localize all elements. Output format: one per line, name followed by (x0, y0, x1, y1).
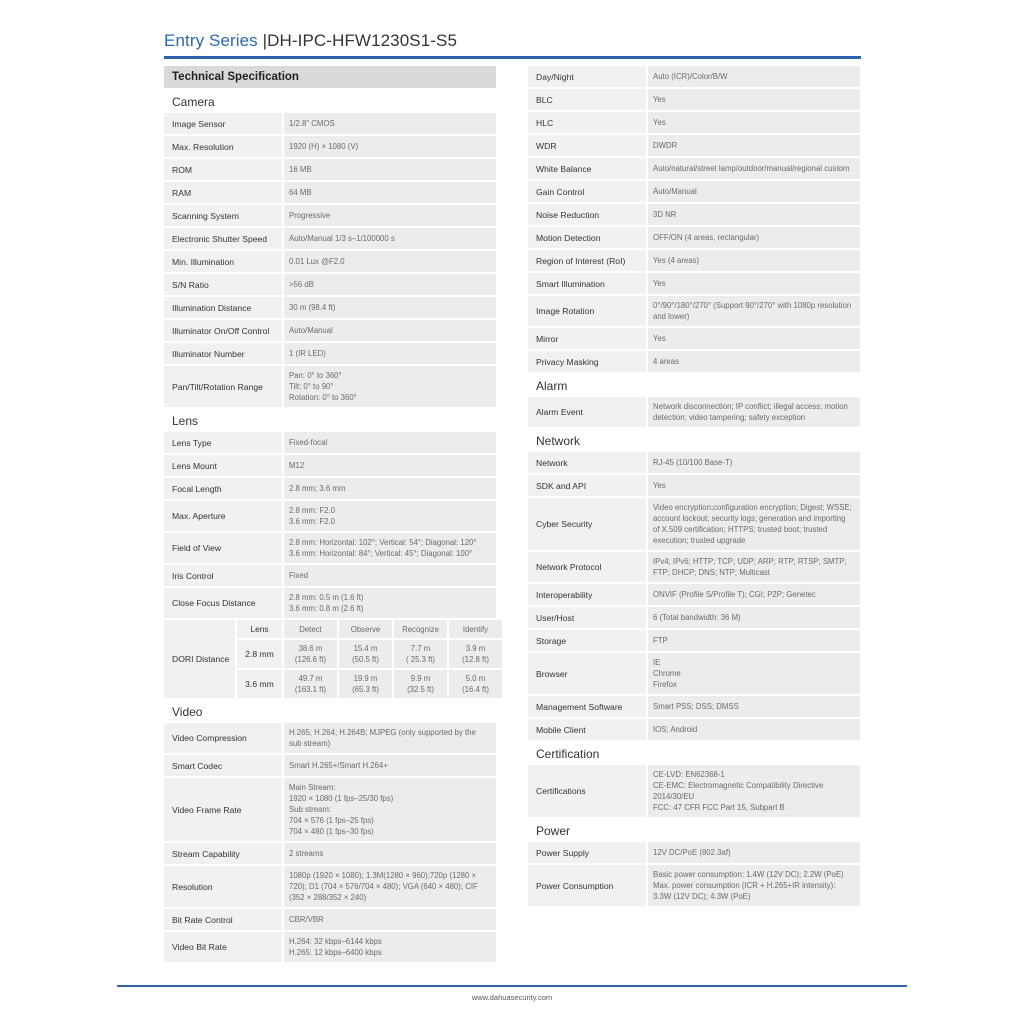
spec-label: Interoperability (528, 584, 646, 605)
spec-row (528, 765, 860, 817)
spec-row (164, 932, 496, 962)
dori-header: Lens (237, 620, 282, 638)
spec-label: Lens Mount (164, 455, 282, 476)
section-title-lens: Lens (172, 414, 199, 428)
dori-cell: 49.7 m (163.1 ft) (284, 670, 337, 698)
dori-cell: 15.4 m (50.5 ft) (339, 640, 392, 668)
spec-row (528, 328, 860, 349)
spec-value: 64 MB (284, 182, 496, 203)
spec-label: Mobile Client (528, 719, 646, 740)
spec-row (528, 584, 860, 605)
spec-label: Noise Reduction (528, 204, 646, 225)
spec-value: Yes (648, 328, 860, 349)
spec-row (528, 397, 860, 427)
spec-value: Smart H.265+/Smart H.264+ (284, 755, 496, 776)
dori-cell: 5.0 m (16.4 ft) (449, 670, 502, 698)
spec-value: IPv4; IPv6; HTTP; TCP; UDP; ARP; RTP; RTSP; SMTP; FTP; DHCP; DNS; NTP; Multicast (648, 552, 860, 582)
spec-value: Fixed (284, 565, 496, 586)
series-name: Entry Series (164, 31, 258, 50)
spec-value: Auto/natural/street lamp/outdoor/manual/regional custom (648, 158, 860, 179)
spec-value: Pan: 0° to 360° Tilt: 0° to 90° Rotation: 0° to 360° (284, 366, 496, 407)
left-column (164, 66, 496, 964)
title-separator: | (262, 31, 268, 50)
spec-label: White Balance (528, 158, 646, 179)
spec-value: >56 dB (284, 274, 496, 295)
spec-row (528, 607, 860, 628)
spec-label: Iris Control (164, 565, 282, 586)
spec-row (164, 455, 496, 476)
dori-table (164, 620, 496, 698)
spec-value: Yes (648, 112, 860, 133)
spec-label: Motion Detection (528, 227, 646, 248)
spec-label: Stream Capability (164, 843, 282, 864)
spec-value: 1080p (1920 × 1080); 1.3M(1280 × 960);720p (1280 × 720); D1 (704 × 576/704 × 480); VGA (640 × 480); CIF (352 × 288/352 × 240) (284, 866, 496, 907)
spec-value: IOS; Android (648, 719, 860, 740)
spec-row (164, 205, 496, 226)
spec-value: Video encryption;configuration encryption; Digest; WSSE; account lockout; security logs; generation and importing of X.509 certification; HTTPS; trusted boot; trusted execution; trusted upgrade (648, 498, 860, 550)
spec-value: 2.8 mm: Horizontal: 102°; Vertical: 54°; Diagonal: 120° 3.6 mm: Horizontal: 84°; Vertical: 45°; Diagonal: 100° (284, 533, 496, 563)
section-title-power: Power (536, 824, 571, 838)
dori-header: Detect (284, 620, 337, 638)
spec-row (164, 228, 496, 249)
spec-value: Yes (648, 89, 860, 110)
spec-value: Basic power consumption: 1.4W (12V DC); 2.2W (PoE) Max. power consumption (ICR + H.265+IR intensity): 3.3W (12V DC); 4.3W (PoE) (648, 865, 860, 906)
spec-label: Network Protocol (528, 552, 646, 582)
spec-label: Mirror (528, 328, 646, 349)
spec-row (528, 89, 860, 110)
dori-lens: 2.8 mm (237, 640, 282, 668)
spec-value: 2.8 mm; 3.6 mm (284, 478, 496, 499)
spec-label: Alarm Event (528, 397, 646, 427)
spec-label: BLC (528, 89, 646, 110)
spec-value: 2 streams (284, 843, 496, 864)
spec-label: Max. Resolution (164, 136, 282, 157)
spec-label: Bit Rate Control (164, 909, 282, 930)
spec-value: 0°/90°/180°/270° (Support 90°/270° with 1080p resolution and lower) (648, 296, 860, 326)
spec-label: Gain Control (528, 181, 646, 202)
spec-row (528, 842, 860, 863)
spec-label: Day/Night (528, 66, 646, 87)
spec-label: WDR (528, 135, 646, 156)
spec-row (528, 498, 860, 550)
spec-label: S/N Ratio (164, 274, 282, 295)
spec-value: 4 areas (648, 351, 860, 372)
spec-row (164, 432, 496, 453)
spec-row (528, 273, 860, 294)
spec-label: Privacy Masking (528, 351, 646, 372)
spec-label: Illumination Distance (164, 297, 282, 318)
section-title-video: Video (172, 705, 203, 719)
spec-label: HLC (528, 112, 646, 133)
spec-value: DWDR (648, 135, 860, 156)
dori-cell: 38.6 m (126.6 ft) (284, 640, 337, 668)
spec-label: Management Software (528, 696, 646, 717)
spec-label: Browser (528, 653, 646, 694)
spec-value: H.265; H.264; H.264B; MJPEG (only supported by the sub stream) (284, 723, 496, 753)
spec-label: Video Bit Rate (164, 932, 282, 962)
spec-value: H.264: 32 kbps–6144 kbps H.265: 12 kbps–6400 kbps (284, 932, 496, 962)
spec-value: 1920 (H) × 1080 (V) (284, 136, 496, 157)
spec-label: Illuminator On/Off Control (164, 320, 282, 341)
model-number: DH-IPC-HFW1230S1-S5 (267, 31, 458, 50)
spec-value: Smart PSS; DSS; DMSS (648, 696, 860, 717)
spec-row (164, 723, 496, 753)
spec-value: 30 m (98.4 ft) (284, 297, 496, 318)
spec-label: Image Sensor (164, 113, 282, 134)
section-title-network: Network (536, 434, 581, 448)
spec-row (528, 865, 860, 906)
spec-value: CE-LVD: EN62368-1 CE-EMC: Electromagnetic Compatibility Directive 2014/30/EU FCC: 47 CFR FCC Part 15, Subpart B (648, 765, 860, 817)
spec-label: Illuminator Number (164, 343, 282, 364)
spec-label: Min. Illumination (164, 251, 282, 272)
right-column (528, 66, 860, 908)
document-title (164, 31, 457, 51)
spec-label: Power Consumption (528, 865, 646, 906)
spec-row (528, 181, 860, 202)
dori-cell: 3.9 m (12.8 ft) (449, 640, 502, 668)
spec-value: 3D NR (648, 204, 860, 225)
dori-header: Identify (449, 620, 502, 638)
spec-value: 1 (IR LED) (284, 343, 496, 364)
spec-label: Close Focus Distance (164, 588, 282, 618)
spec-row (528, 630, 860, 651)
spec-value: Auto/Manual 1/3 s–1/100000 s (284, 228, 496, 249)
spec-row (164, 182, 496, 203)
spec-label: RAM (164, 182, 282, 203)
spec-row (164, 274, 496, 295)
spec-row (528, 135, 860, 156)
spec-label: Focal Length (164, 478, 282, 499)
spec-label: Smart Codec (164, 755, 282, 776)
spec-row (528, 696, 860, 717)
dori-cell: 19.9 m (65.3 ft) (339, 670, 392, 698)
spec-row (528, 204, 860, 225)
spec-row (164, 501, 496, 531)
spec-label: Video Compression (164, 723, 282, 753)
spec-value: 16 MB (284, 159, 496, 180)
spec-value: Auto (ICR)/Color/B/W (648, 66, 860, 87)
spec-row (164, 297, 496, 318)
spec-label: Lens Type (164, 432, 282, 453)
spec-value: Yes (4 areas) (648, 250, 860, 271)
spec-value: Auto/Manual (284, 320, 496, 341)
spec-label: Power Supply (528, 842, 646, 863)
dori-header: Observe (339, 620, 392, 638)
spec-label: SDK and API (528, 475, 646, 496)
spec-value: FTP (648, 630, 860, 651)
spec-row (528, 351, 860, 372)
spec-value: Progressive (284, 205, 496, 226)
spec-row (528, 112, 860, 133)
spec-label: ROM (164, 159, 282, 180)
spec-row (528, 158, 860, 179)
spec-value: 12V DC/PoE (802.3af) (648, 842, 860, 863)
spec-row (164, 778, 496, 841)
spec-row (164, 755, 496, 776)
spec-row (164, 588, 496, 618)
spec-row (528, 250, 860, 271)
spec-label: User/Host (528, 607, 646, 628)
spec-label: Video Frame Rate (164, 778, 282, 841)
section-title-camera: Camera (172, 95, 215, 109)
spec-row (164, 113, 496, 134)
spec-value: IE Chrome Firefox (648, 653, 860, 694)
spec-label: Pan/Tilt/Rotation Range (164, 366, 282, 407)
spec-label: Electronic Shutter Speed (164, 228, 282, 249)
spec-label: Field of View (164, 533, 282, 563)
spec-row (164, 320, 496, 341)
spec-value: Yes (648, 273, 860, 294)
spec-title: Technical Specification (164, 66, 496, 88)
dori-lens: 3.6 mm (237, 670, 282, 698)
section-title-certification: Certification (536, 747, 600, 761)
spec-value: Main Stream: 1920 × 1080 (1 fps–25/30 fps) Sub stream: 704 × 576 (1 fps–25 fps) 704 × 480 (1 fps–30 fps) (284, 778, 496, 841)
spec-label: Smart Illumination (528, 273, 646, 294)
spec-row (164, 343, 496, 364)
spec-row (528, 227, 860, 248)
header-divider (164, 56, 861, 59)
spec-label: Cyber Security (528, 498, 646, 550)
footer-url: www.dahuasecurity.com (471, 993, 553, 1002)
spec-value: Yes (648, 475, 860, 496)
footer-divider (117, 985, 907, 987)
dori-cell: 9.9 m (32.5 ft) (394, 670, 447, 698)
spec-value: M12 (284, 455, 496, 476)
spec-row (164, 251, 496, 272)
spec-value: 2.8 mm: 0.5 m (1.6 ft) 3.6 mm: 0.8 m (2.6 ft) (284, 588, 496, 618)
spec-row (164, 159, 496, 180)
dori-label: DORI Distance (164, 620, 235, 698)
spec-value: ONVIF (Profile S/Profile T); CGI; P2P; Genetec (648, 584, 860, 605)
spec-label: Max. Aperture (164, 501, 282, 531)
spec-row (528, 452, 860, 473)
spec-label: Certifications (528, 765, 646, 817)
dori-header: Recognize (394, 620, 447, 638)
spec-row (164, 843, 496, 864)
spec-row (528, 66, 860, 87)
spec-row (528, 719, 860, 740)
spec-label: Image Rotation (528, 296, 646, 326)
spec-row (528, 653, 860, 694)
spec-value: 1/2.8" CMOS (284, 113, 496, 134)
spec-label: Storage (528, 630, 646, 651)
dori-cell: 7.7 m ( 25.3 ft) (394, 640, 447, 668)
spec-row (164, 533, 496, 563)
spec-row (164, 565, 496, 586)
spec-value: RJ-45 (10/100 Base-T) (648, 452, 860, 473)
spec-row (528, 552, 860, 582)
spec-value: 2.8 mm: F2.0 3.6 mm: F2.0 (284, 501, 496, 531)
spec-label: Scanning System (164, 205, 282, 226)
spec-row (528, 475, 860, 496)
spec-value: Network disconnection; IP conflict; illegal access; motion detection; video tampering; safety exception (648, 397, 860, 427)
spec-label: Network (528, 452, 646, 473)
spec-label: Resolution (164, 866, 282, 907)
spec-value: 6 (Total bandwidth: 36 M) (648, 607, 860, 628)
spec-value: CBR/VBR (284, 909, 496, 930)
spec-value: Fixed-focal (284, 432, 496, 453)
spec-row (164, 909, 496, 930)
spec-row (164, 366, 496, 407)
spec-value: Auto/Manual (648, 181, 860, 202)
spec-row (164, 478, 496, 499)
spec-value: OFF/ON (4 areas, rectangular) (648, 227, 860, 248)
spec-label: Region of Interest (RoI) (528, 250, 646, 271)
section-title-alarm: Alarm (536, 379, 568, 393)
spec-row (528, 296, 860, 326)
spec-row (164, 866, 496, 907)
spec-row (164, 136, 496, 157)
spec-value: 0.01 Lux @F2.0 (284, 251, 496, 272)
